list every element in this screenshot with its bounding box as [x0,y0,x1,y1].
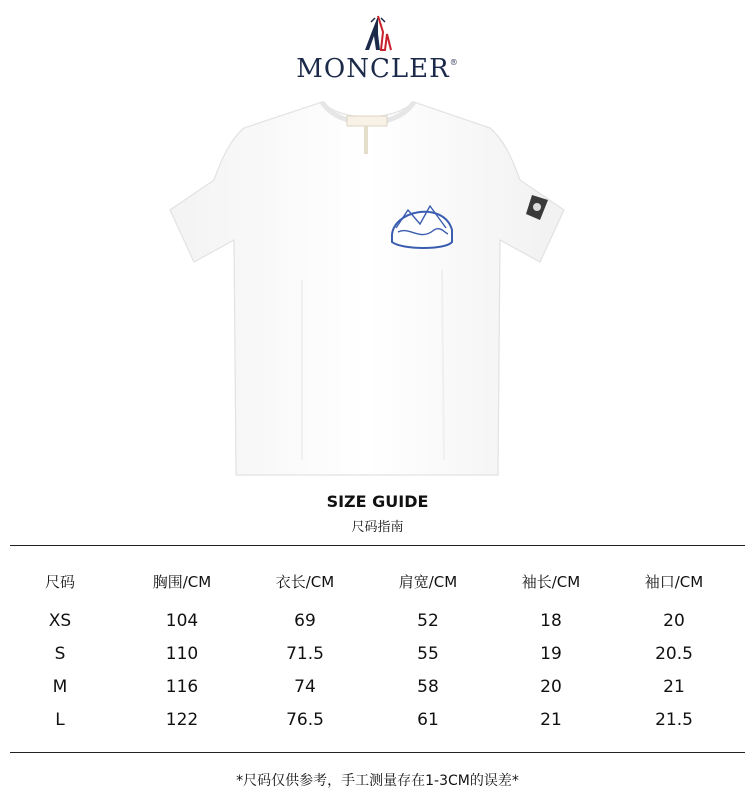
table-cell: 18 [540,611,562,631]
column-header: 袖长/CM [521,573,581,591]
table-cell: 21 [540,710,562,730]
table-cell: 52 [417,611,439,631]
table-cell: 19 [540,644,562,664]
tshirt-body [170,102,564,475]
size-cell: L [55,710,65,730]
table-cell: 61 [417,710,439,730]
table-cell: 21.5 [655,710,693,730]
table-top-rule [10,545,745,546]
column-header: 衣长/CM [275,573,335,591]
column-header: 袖口/CM [644,573,704,591]
brand-logo [0,14,755,84]
brand-wordmark [0,54,755,84]
table-cell: 71.5 [286,644,324,664]
table-cell: 21 [663,677,685,697]
table-header-row [0,571,755,601]
collar-label [347,116,387,126]
moncler-mountain-icon [361,14,395,52]
size-guide-subtitle: 尺码指南 [351,520,404,535]
table-cell: 55 [417,644,439,664]
table-cell: 69 [294,611,316,631]
table-row [0,710,755,740]
table-cell: 104 [165,611,199,631]
table-cell: 110 [165,644,199,664]
registered-mark: ® [449,58,459,67]
table-row [0,611,755,641]
column-header: 尺码 [44,573,75,591]
measurement-note: *尺码仅供参考，手工测量存在1-3CM的误差* [236,773,519,789]
tshirt-image [152,100,582,480]
table-cell: 116 [165,677,199,697]
table-row [0,677,755,707]
brand-name: MONCLER [296,54,450,84]
size-cell: S [54,644,66,664]
size-guide-title: SIZE GUIDE [326,492,429,511]
table-cell: 74 [294,677,316,697]
column-header: 胸围/CM [152,573,212,591]
table-cell: 20 [663,611,685,631]
size-cell: M [52,677,68,697]
table-cell: 58 [417,677,439,697]
table-cell: 20 [540,677,562,697]
table-cell: 20.5 [655,644,693,664]
table-cell: 76.5 [286,710,324,730]
table-cell: 122 [165,710,199,730]
size-cell: XS [48,611,72,631]
column-header: 肩宽/CM [398,573,458,591]
table-bottom-rule [10,752,745,753]
table-row [0,644,755,674]
